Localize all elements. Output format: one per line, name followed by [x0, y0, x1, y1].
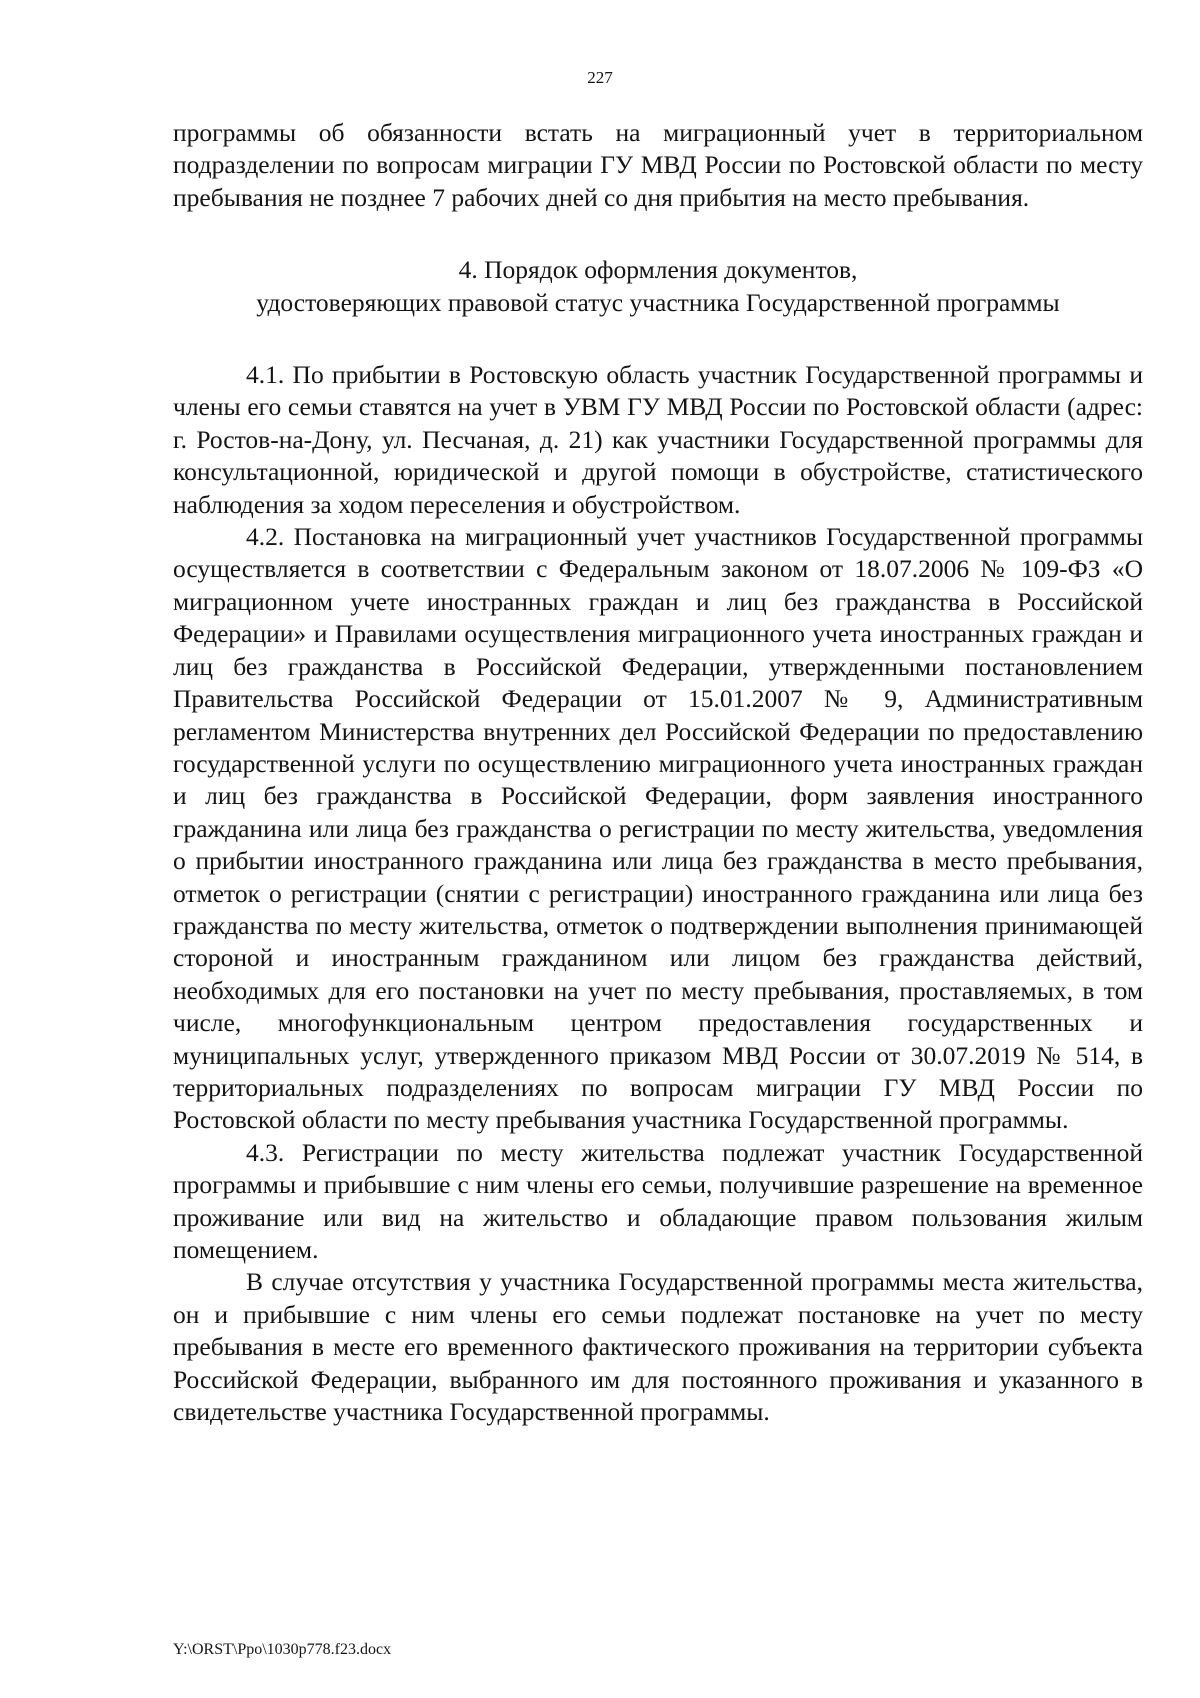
paragraph-intro: программы об обязанности встать на миграционный учет в территориальном подразделении по вопросам миграции ГУ МВД России по Ростовской области по месту пребывания не позднее 7 рабочих дней со дня прибытия на место пребывания.	[173, 118, 1143, 212]
paragraph-4-3: 4.3. Регистрации по месту жительства подлежат участник Государственной программы и прибывшие с ним члены его семьи, получившие разрешение на временное проживание или вид на жительство и обладающие правом пользования жилым помещением.	[173, 1137, 1143, 1264]
paragraph-4-1: 4.1. По прибытии в Ростовскую область участник Государственной программы и члены его семьи ставятся на учет в УВМ ГУ МВД России по Ростовской области (адрес: г. Ростов-на-Дону, ул. Песчаная, д. 21) как участники Государственной программы для консультационной, юридической и другой помощи в обустройстве, статистического наблюдения за ходом переселения и обустройством.	[173, 360, 1143, 519]
paragraph-4-2: 4.2. Постановка на миграционный учет участников Государственной программы осуществляется в соответствии с Федеральным законом от 18.07.2006 № 109-ФЗ «О миграционном учете иностранных граждан и лиц без гражданства в Российской Федерации» и Правилами осуществления миграционного учета иностранных граждан и лиц без гражданства в Российской Федерации, утвержденными постановлением Правительства Российской Федерации от 15.01.2007 № 9, Административным регламентом Министерства внутренних дел Российской Федерации по предоставлению государственной услуги по осуществлению миграционного учета иностранных граждан и лиц без гражданства в Российской Федерации, форм заявления иностранного гражданина или лица без гражданства о регистрации по месту жительства, уведомления о прибытии иностранного гражданина или лица без гражданства в место пребывания, отметок о регистрации (снятии с регистрации) иностранного гражданина или лица без гражданства по месту жительства, отметок о подтверждении выполнения принимающей стороной и иностранным гражданином или лицом без гражданства действий, необходимых для его постановки на учет по месту пребывания, проставляемых, в том числе, многофункциональным центром предоставления государственных и муниципальных услуг, утвержденного приказом МВД России от 30.07.2019 № 514, в территориальных подразделениях по вопросам миграции ГУ МВД России по Ростовской области по месту пребывания участника Государственной программы.	[173, 522, 1143, 1135]
paragraph-4-3-continued: В случае отсутствия у участника Государственной программы места жительства, он и прибывшие с ним члены его семьи подлежат постановке на учет по месту пребывания в месте его временного фактического проживания на территории субъекта Российской Федерации, выбранного им для постоянного проживания и указанного в свидетельстве участника Государственной программы.	[173, 1267, 1143, 1427]
document-body	[173, 117, 1143, 1428]
section-heading	[173, 254, 1143, 319]
page-number: 227	[587, 68, 613, 87]
footer-file-path: Y:\ORST\Ppo\1030p778.f23.docx	[173, 1641, 392, 1658]
section-title-line1: 4. Порядок оформления документов,	[458, 255, 858, 285]
section-title-line2: удостоверяющих правовой статус участника Государственной программы	[256, 287, 1060, 317]
